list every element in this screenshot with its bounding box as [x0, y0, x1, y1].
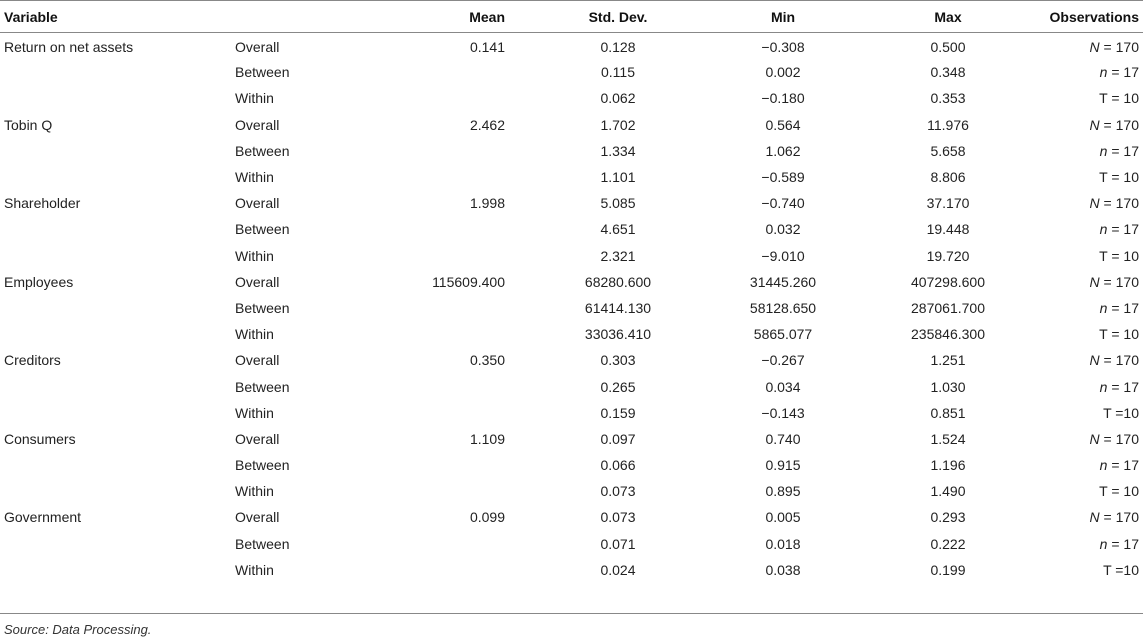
- table-row: [0, 321, 1143, 347]
- observations-value: T = 10: [1099, 169, 1139, 186]
- table-row: [0, 400, 1143, 426]
- cell-type: Within: [235, 483, 274, 500]
- cell-std-dev: 0.128: [600, 39, 636, 56]
- cell-min: −0.267: [761, 352, 805, 369]
- cell-observations: [1033, 347, 1143, 373]
- header-max: Max: [934, 8, 962, 25]
- cell-std-dev: 33036.410: [584, 326, 652, 343]
- cell-type: Overall: [235, 39, 280, 56]
- observations-value: T =10: [1103, 404, 1139, 421]
- cell-max: 11.976: [927, 116, 969, 133]
- table-row: [0, 190, 1143, 216]
- cell-type: Within: [235, 247, 274, 264]
- table-row: [0, 295, 1143, 321]
- cell-observations: [1033, 504, 1143, 530]
- cell-mean: [385, 216, 513, 242]
- cell-std-dev: 0.303: [600, 352, 636, 369]
- observations-symbol: n: [1099, 457, 1108, 474]
- cell-min: −0.308: [761, 39, 805, 56]
- cell-mean: [385, 557, 513, 583]
- cell-observations: [1033, 295, 1143, 321]
- cell-mean: 0.350: [469, 352, 505, 369]
- cell-observations: [1033, 452, 1143, 478]
- cell-type: Within: [235, 90, 274, 107]
- cell-observations: [1033, 190, 1143, 216]
- cell-observations: [1033, 112, 1143, 138]
- table-row: [0, 164, 1143, 190]
- cell-observations: [1033, 85, 1143, 111]
- table-row: [0, 426, 1143, 452]
- cell-min: −9.010: [761, 247, 805, 264]
- observations-symbol: n: [1099, 142, 1108, 159]
- cell-max: 235846.300: [911, 326, 985, 343]
- cell-variable: Government: [4, 509, 82, 526]
- observations-value: = 17: [1107, 535, 1139, 552]
- observations-value: = 17: [1107, 378, 1139, 395]
- cell-variable: Return on net assets: [4, 39, 134, 56]
- table-bottom-rule: [0, 613, 1143, 614]
- cell-mean: [385, 321, 513, 347]
- table-row: [0, 557, 1143, 583]
- cell-std-dev: 0.097: [600, 430, 636, 447]
- cell-mean: 0.099: [469, 509, 505, 526]
- cell-observations: [1033, 426, 1143, 452]
- cell-variable: [0, 164, 232, 190]
- cell-observations: [1033, 59, 1143, 85]
- cell-type: Within: [235, 326, 274, 343]
- header-row: [0, 0, 1143, 33]
- header-type: [232, 0, 385, 33]
- cell-std-dev: 0.073: [600, 483, 636, 500]
- cell-observations: [1033, 531, 1143, 557]
- cell-max: 1.524: [930, 430, 966, 447]
- cell-max: 0.851: [930, 404, 966, 421]
- cell-std-dev: 0.066: [600, 457, 636, 474]
- cell-type: Within: [235, 169, 274, 186]
- cell-observations: [1033, 557, 1143, 583]
- cell-std-dev: 1.334: [600, 142, 636, 159]
- cell-mean: [385, 164, 513, 190]
- cell-min: 31445.260: [749, 273, 817, 290]
- observations-value: T = 10: [1099, 483, 1139, 500]
- cell-observations: [1033, 478, 1143, 504]
- observations-symbol: n: [1099, 64, 1108, 81]
- observations-value: = 170: [1099, 195, 1139, 212]
- header-min: Min: [770, 8, 796, 25]
- cell-std-dev: 68280.600: [584, 273, 652, 290]
- cell-min: 1.062: [765, 142, 801, 159]
- observations-value: T = 10: [1099, 90, 1139, 107]
- cell-max: 0.353: [930, 90, 966, 107]
- cell-std-dev: 0.071: [600, 535, 636, 552]
- cell-observations: [1033, 373, 1143, 399]
- cell-max: 1.490: [930, 483, 966, 500]
- observations-symbol: n: [1099, 299, 1108, 316]
- cell-type: Overall: [235, 273, 280, 290]
- cell-type: Overall: [235, 430, 280, 447]
- cell-max: 1.030: [930, 378, 966, 395]
- source-note: Source: Data Processing.: [4, 622, 152, 637]
- cell-max: 1.251: [930, 352, 966, 369]
- cell-variable: Employees: [4, 273, 74, 290]
- cell-variable: [0, 557, 232, 583]
- cell-std-dev: 5.085: [600, 195, 636, 212]
- cell-mean: 115609.400: [432, 273, 505, 290]
- cell-observations: [1033, 138, 1143, 164]
- cell-mean: 1.998: [469, 195, 505, 212]
- cell-variable: [0, 531, 232, 557]
- cell-observations: [1033, 400, 1143, 426]
- cell-variable: Tobin Q: [4, 116, 53, 133]
- observations-symbol: N: [1089, 273, 1100, 290]
- observations-value: = 17: [1107, 64, 1139, 81]
- cell-min: 0.915: [765, 457, 801, 474]
- table-row: [0, 373, 1143, 399]
- cell-std-dev: 61414.130: [584, 299, 652, 316]
- cell-observations: [1033, 164, 1143, 190]
- cell-variable: [0, 295, 232, 321]
- cell-variable: [0, 59, 232, 85]
- observations-value: = 17: [1107, 299, 1139, 316]
- cell-min: 0.034: [765, 378, 801, 395]
- cell-max: 37.170: [926, 195, 970, 212]
- cell-observations: [1033, 269, 1143, 295]
- cell-min: 0.018: [765, 535, 801, 552]
- cell-max: 0.293: [930, 509, 966, 526]
- cell-min: −0.740: [761, 195, 805, 212]
- cell-min: 0.032: [765, 221, 801, 238]
- cell-max: 5.658: [930, 142, 966, 159]
- table-row: [0, 504, 1143, 530]
- cell-observations: [1033, 243, 1143, 269]
- observations-value: = 170: [1099, 352, 1139, 369]
- cell-mean: [385, 85, 513, 111]
- cell-type: Overall: [235, 116, 280, 133]
- cell-mean: [385, 400, 513, 426]
- table-row: [0, 216, 1143, 242]
- cell-observations: [1033, 33, 1143, 59]
- cell-type: Between: [235, 378, 290, 395]
- cell-std-dev: 0.115: [601, 64, 635, 81]
- cell-mean: [385, 478, 513, 504]
- cell-observations: [1033, 321, 1143, 347]
- observations-value: = 17: [1107, 221, 1139, 238]
- observations-value: = 170: [1099, 116, 1139, 133]
- cell-mean: [385, 59, 513, 85]
- cell-min: 58128.650: [749, 299, 817, 316]
- cell-mean: [385, 373, 513, 399]
- cell-variable: [0, 216, 232, 242]
- header-observations: Observations: [1049, 8, 1139, 25]
- cell-mean: [385, 531, 513, 557]
- table-row: [0, 452, 1143, 478]
- table-row: [0, 33, 1143, 59]
- cell-min: 0.005: [765, 509, 801, 526]
- observations-value: = 17: [1107, 457, 1139, 474]
- cell-mean: 0.141: [469, 39, 505, 56]
- observations-symbol: n: [1099, 378, 1108, 395]
- cell-min: 0.564: [765, 116, 801, 133]
- cell-max: 0.199: [930, 561, 966, 578]
- cell-type: Overall: [235, 195, 280, 212]
- header-mean: Mean: [469, 8, 505, 25]
- cell-max: 19.720: [926, 247, 970, 264]
- cell-min: −0.589: [761, 169, 805, 186]
- cell-min: 0.002: [765, 64, 801, 81]
- table-row: [0, 59, 1143, 85]
- cell-variable: [0, 478, 232, 504]
- cell-mean: [385, 452, 513, 478]
- cell-type: Overall: [235, 509, 280, 526]
- observations-value: T =10: [1103, 561, 1139, 578]
- observations-symbol: N: [1089, 116, 1100, 133]
- cell-min: 0.740: [765, 430, 801, 447]
- cell-variable: [0, 400, 232, 426]
- cell-max: 0.500: [930, 39, 966, 56]
- cell-mean: [385, 295, 513, 321]
- cell-mean: 2.462: [469, 116, 505, 133]
- observations-symbol: N: [1089, 430, 1100, 447]
- table-header: [0, 0, 1143, 33]
- cell-type: Between: [235, 142, 290, 159]
- cell-mean: [385, 138, 513, 164]
- cell-type: Within: [235, 561, 274, 578]
- cell-variable: [0, 138, 232, 164]
- cell-std-dev: 2.321: [600, 247, 636, 264]
- cell-variable: [0, 243, 232, 269]
- observations-value: = 170: [1099, 273, 1139, 290]
- cell-min: 0.895: [765, 483, 801, 500]
- observations-value: T = 10: [1099, 326, 1139, 343]
- cell-std-dev: 1.101: [600, 169, 636, 186]
- observations-symbol: N: [1089, 39, 1100, 56]
- cell-max: 0.222: [930, 535, 966, 552]
- cell-std-dev: 0.265: [600, 378, 636, 395]
- table-row: [0, 269, 1143, 295]
- cell-mean: 1.109: [469, 430, 505, 447]
- cell-mean: [385, 243, 513, 269]
- table-row: [0, 243, 1143, 269]
- table-row: [0, 112, 1143, 138]
- cell-std-dev: 0.073: [600, 509, 636, 526]
- cell-type: Between: [235, 457, 290, 474]
- table-row: [0, 347, 1143, 373]
- cell-variable: [0, 85, 232, 111]
- observations-value: T = 10: [1099, 247, 1139, 264]
- table-row: [0, 531, 1143, 557]
- cell-type: Between: [235, 221, 290, 238]
- cell-type: Overall: [235, 352, 280, 369]
- cell-type: Within: [235, 404, 274, 421]
- cell-max: 0.348: [930, 64, 966, 81]
- cell-std-dev: 0.062: [600, 90, 636, 107]
- cell-variable: [0, 373, 232, 399]
- observations-symbol: N: [1089, 509, 1100, 526]
- table-row: [0, 138, 1143, 164]
- cell-variable: Shareholder: [4, 195, 81, 212]
- cell-std-dev: 0.159: [600, 404, 636, 421]
- cell-type: Between: [235, 535, 290, 552]
- observations-symbol: n: [1099, 535, 1108, 552]
- observations-value: = 170: [1099, 509, 1139, 526]
- cell-std-dev: 1.702: [600, 116, 636, 133]
- cell-variable: [0, 452, 232, 478]
- header-variable: Variable: [4, 8, 58, 25]
- cell-max: 19.448: [926, 221, 970, 238]
- observations-value: = 170: [1099, 430, 1139, 447]
- cell-min: −0.180: [761, 90, 805, 107]
- cell-max: 1.196: [930, 457, 966, 474]
- table-row: [0, 85, 1143, 111]
- cell-variable: [0, 321, 232, 347]
- cell-min: 0.038: [765, 561, 801, 578]
- cell-max: 287061.700: [911, 299, 985, 316]
- cell-max: 8.806: [930, 169, 966, 186]
- cell-type: Between: [235, 299, 290, 316]
- cell-min: 5865.077: [753, 326, 813, 343]
- observations-symbol: N: [1089, 352, 1100, 369]
- cell-min: −0.143: [761, 404, 805, 421]
- header-std-dev: Std. Dev.: [588, 8, 648, 25]
- cell-observations: [1033, 216, 1143, 242]
- table-body: [0, 33, 1143, 583]
- observations-value: = 17: [1107, 142, 1139, 159]
- cell-variable: Consumers: [4, 430, 76, 447]
- cell-std-dev: 4.651: [600, 221, 636, 238]
- cell-max: 407298.600: [911, 273, 985, 290]
- observations-value: = 170: [1099, 39, 1139, 56]
- observations-symbol: n: [1099, 221, 1108, 238]
- table-row: [0, 478, 1143, 504]
- cell-variable: Creditors: [4, 352, 61, 369]
- cell-type: Between: [235, 64, 290, 81]
- observations-symbol: N: [1089, 195, 1100, 212]
- cell-std-dev: 0.024: [600, 561, 636, 578]
